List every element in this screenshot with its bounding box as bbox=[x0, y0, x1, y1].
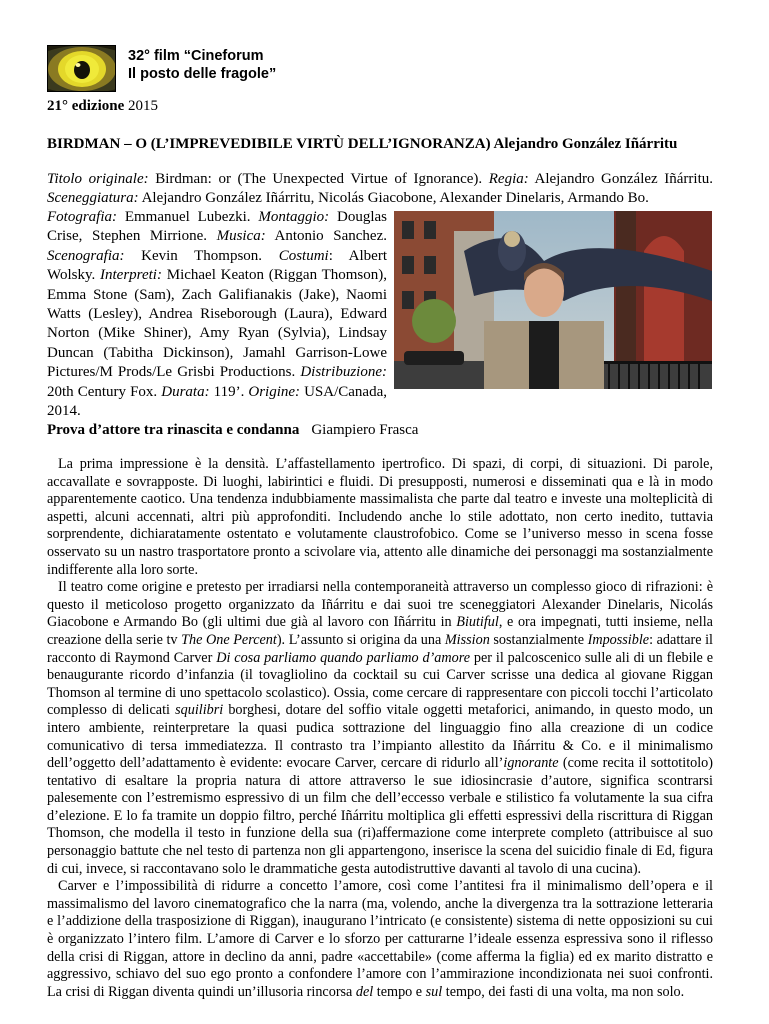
paragraph-2 bbox=[47, 579, 713, 878]
review-author: Giampiero Frasca bbox=[311, 422, 419, 438]
text-run: : adattare il racconto di Raymond Carver bbox=[47, 631, 714, 666]
text-run: ). L’assunto si origina da una bbox=[276, 631, 445, 648]
review-title: Prova d’attore tra rinascita e condanna bbox=[47, 422, 300, 438]
review-heading bbox=[47, 422, 418, 439]
italic-run: del bbox=[355, 983, 374, 1000]
credits-rest bbox=[47, 208, 387, 421]
italic-run: The One Percent bbox=[181, 631, 277, 648]
text-run: per il palcoscenico sulle ali di un flebile e benaugurante ricordo d’infanzia (il tovagliolino da cocktail su cui Carver scrisse una dedica al giovane Riggan Thomson al termine di uno spettacolo scolastico). Ossia, come cercare di rappresentare con piccoli tocchi l’articolato complesso di delicati bbox=[47, 649, 713, 719]
credit-value: Douglas Crise, Stephen Mirrione. bbox=[47, 209, 387, 245]
credit-label: Regia: bbox=[488, 171, 529, 187]
italic-run: Impossible bbox=[587, 631, 650, 648]
credit-value: Kevin Thompson. bbox=[124, 247, 279, 264]
credit-value: 20th Century Fox. bbox=[47, 383, 162, 400]
italic-run: Mission bbox=[444, 631, 490, 648]
cineforum-line-2: Il posto delle fragole” bbox=[128, 66, 277, 82]
text-run: , e ora impegnati, tutti insieme, nella creazione della serie tv bbox=[47, 614, 713, 648]
italic-run: squilibri bbox=[175, 702, 224, 719]
edition-number: 21° edizione bbox=[47, 98, 125, 114]
edition-line bbox=[47, 98, 158, 115]
credit-value: Antonio Sanchez. bbox=[265, 228, 387, 245]
credit-label: Interpreti: bbox=[100, 267, 162, 284]
text-run: borghesi, dotare del soffio vitale oggetti metaforici, animando, in questo modo, un intero ambiente, reinterpretare la quasi pudica sottrazione del linguaggio fino alla creazione di un codice comunicativo di tersa immediatezza. Il contrasto tra l’impianto allestito da Iñárritu & Co. e il minimalismo dell’oggetto dell’adattamento è evidente: evocare Carver, cercare di ridurlo all’ bbox=[47, 702, 714, 772]
credit-label: Durata: bbox=[161, 383, 210, 400]
credits-top bbox=[47, 170, 713, 209]
film-title-text: BIRDMAN – O (L’IMPREVEDIBILE VIRTÙ DELL’IGNORANZA) bbox=[47, 136, 491, 152]
credit-label: Sceneggiatura: bbox=[47, 190, 139, 207]
text-run: (come recita il sottotitolo) tentativo di esaltare la propria natura di attore attraverso le sue idiosincrasie d’autore, significa scontrarsi palesemente con l’estremismo espressivo di un film che dell’eccesso verbale e stilistico fa volutamente la sua cifra d’elezione. E lo fa tramite un doppio filtro, perché Iñárritu moltiplica gli effetti espressivi della riscrittura di Riggan Thomson, che modella il testo in funzione della sua (ri)affermazione come interprete completo (attribuisce al suo personaggio battute che nel testo di partenza non gli appartengono, inserisce la scena del suicidio finale di Ed, figura di cui, invece, si raccontavano solo le drammatiche gesta autodistruttive davanti al tavolo di una cucina). bbox=[47, 755, 713, 877]
eye-icon bbox=[48, 46, 116, 92]
edition-year: 2015 bbox=[124, 98, 158, 114]
paragraph-1: La prima impressione è la densità. L’affastellamento ipertrofico. Di spazi, di corpi, di situazioni. Di parole, accavallate e sovrapposte. Di luoghi, labirintici e fluidi. Di presupposti, numerosi e disseminati qua e là in modo apparentemente caotico. Una tendenza indubbiamente massimalista che parte dal teatro e investe una molteplicità di aspetti, alcuni accennati, altri più approfonditi. Includendo anche lo stile adottato, non certo inedito, tuttavia sorprendente, dichiaratamente ostentato e volutamente claustrofobico. Come se l’universo messo in scena fosse osservato su un nastro trasportatore pronto a scivolare via, attento alle dinamiche dei personaggi ma sostanzialmente indifferente alla loro sorte. bbox=[47, 456, 713, 578]
film-still-image bbox=[394, 211, 712, 389]
review-body bbox=[47, 456, 713, 1001]
credit-value: Michael Keaton (Riggan Thomson), Emma Stone (Sam), Zach Galifianakis (Jake), Naomi Watts (Lesley), Andrea Riseborough (Laura), Edward Norton (Mike Shiner), Amy Ryan (Sylvia), Lindsay Duncan (Tabitha Dickinson), Jamahl Garrison-Lowe Pictures/M Prods/Le Grisbi Productions. bbox=[47, 267, 387, 381]
italic-run: ignorante bbox=[503, 755, 559, 772]
film-title bbox=[47, 136, 677, 153]
text-run: sostanzialmente bbox=[489, 631, 588, 648]
italic-run: Biutiful bbox=[456, 614, 499, 631]
text-run: tempo e bbox=[373, 983, 426, 1000]
credit-label: Musica: bbox=[216, 228, 266, 245]
credit-label: Titolo originale: bbox=[47, 171, 149, 187]
italic-run: sul bbox=[425, 983, 443, 1000]
text-run: tempo, dei fasti di una volta, ma non solo. bbox=[442, 983, 685, 1000]
credit-label: Costumi bbox=[278, 247, 329, 264]
film-director: Alejandro González Iñárritu bbox=[493, 136, 678, 152]
paragraph-3 bbox=[47, 878, 713, 1001]
credit-value: USA/Canada, 2014. bbox=[47, 383, 387, 420]
credit-value: 119’. bbox=[209, 383, 249, 400]
film-still-illustration bbox=[394, 211, 712, 389]
credit-label: Fotografia: bbox=[47, 209, 117, 225]
credit-value: Alejandro González Iñárritu. bbox=[528, 171, 713, 187]
credit-label: Scenografia: bbox=[47, 247, 125, 264]
credit-label: Montaggio: bbox=[258, 209, 330, 225]
eye-logo bbox=[47, 45, 116, 92]
credit-value: Emmanuel Lubezki. bbox=[117, 209, 259, 225]
italic-run: Di cosa parliamo quando parliamo d’amore bbox=[216, 649, 470, 666]
text-run: Il teatro come origine e pretesto per irradiarsi nella contemporaneità attraverso un complesso gioco di rifrazioni: è questo il meticoloso progetto organizzato da Iñárritu e dai suoi tre sceneggiatori Alexander Dinelaris, Nicolás Giacobone e Armando Bo (gli ultimi due già al lavoro con Iñárritu in bbox=[47, 579, 713, 631]
cineforum-title bbox=[128, 47, 276, 83]
credit-value: Alejandro González Iñárritu, Nicolás Giacobone, Alexander Dinelaris, Armando Bo. bbox=[138, 190, 649, 207]
text-run: Carver e l’impossibilità di ridurre a concetto l’amore, così come l’antitesi fra il minimalismo dell’opera e il massimalismo del lavoro cinematografico che la narra (ma, volendo, anche la divergenza tra la sottrazione letteraria e l’addizione della trasposizione di Riggan), inaugurano l’intricato (e consistente) sistema di nette opposizioni su cui è organizzato l’intero film. L’amore di Carver e lo sforzo per catturarne l’ideale essenza espressiva sono il riflesso della crisi di Riggan, attore in declino da anni, padre «accettabile» (come afferma la figlia) ed ex marito distratto e aggressivo, schiavo del suo ego pronto a confondere l’amore con l’ammirazione incondizionata nei suoi confronti. La crisi di Riggan diventa quindi un’illusoria rincorsa bbox=[47, 878, 713, 1000]
credit-value: : Albert Wolsky. bbox=[47, 247, 387, 284]
credit-value: Birdman: or (The Unexpected Virtue of Ignorance). bbox=[148, 171, 489, 187]
cineforum-line-1: 32° film “Cineforum bbox=[128, 48, 264, 64]
credit-label: Origine: bbox=[248, 383, 301, 400]
credit-label: Distribuzione: bbox=[300, 364, 387, 381]
